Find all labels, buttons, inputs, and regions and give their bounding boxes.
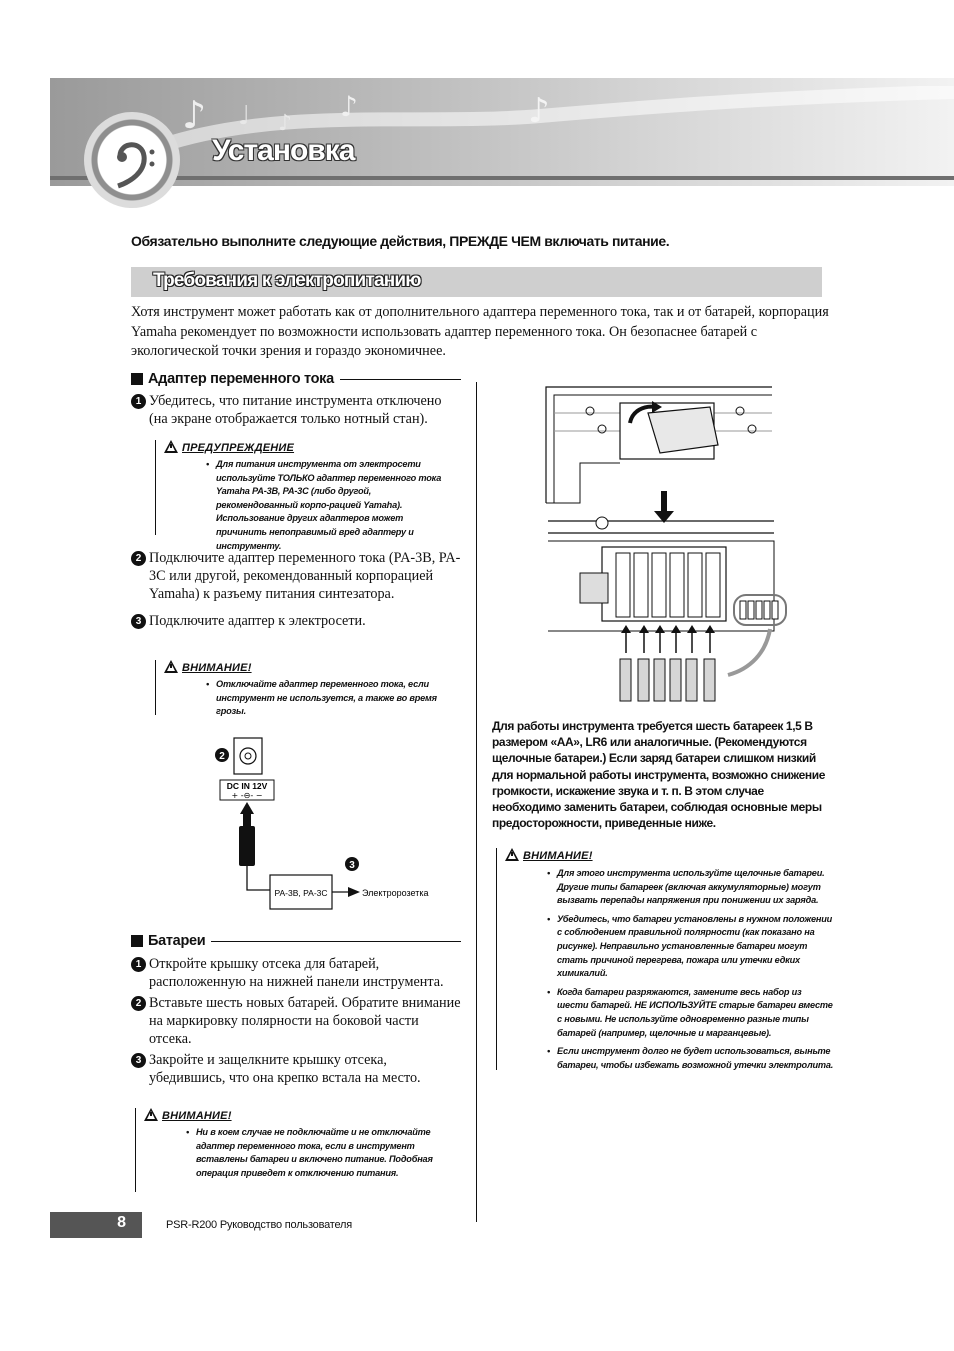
- warning-title: [164, 440, 454, 454]
- warning-icon: [164, 440, 178, 453]
- insert-arrows: [626, 631, 710, 653]
- step-number: 1: [131, 957, 146, 972]
- warning-title-text: ПРЕДУПРЕЖДЕНИЕ: [182, 442, 295, 454]
- intro-notice: Обязательно выполните следующие действия, ПРЕЖДЕ ЧЕМ включать питание.: [131, 233, 670, 249]
- batteries-section: [131, 933, 461, 1087]
- caution-text: • Ни в коем случае не подключайте и не отключайте адаптер переменного тока, если в инструмент вставлены батареи и включено питание. Подобная операция приведет к отключению питания.: [184, 1126, 464, 1180]
- adapter-heading-text: Адаптер переменного тока: [148, 371, 334, 387]
- step-text: Закройте и защелкните крышку отсека, убедившись, что она крепко встала на место.: [149, 1052, 421, 1086]
- step-number: 3: [131, 614, 146, 629]
- batteries-heading: [131, 933, 461, 949]
- footer-text: PSR-R200 Руководство пользователя: [166, 1219, 353, 1231]
- polarity-arrow-icon: [728, 629, 770, 675]
- marker-2-label: 2: [219, 751, 225, 762]
- caution-title-text: ВНИМАНИЕ!: [182, 662, 252, 674]
- step-text: Подключите адаптер переменного тока (PA-3B, PA-3C или другой, рекомендованный корпорацией Yamaha) к разъему питания синтезатора.: [149, 550, 461, 602]
- polarity-label: + -⊖- −: [231, 791, 263, 800]
- adapter-heading: [131, 371, 461, 387]
- adapter-steps-2-3: [131, 549, 461, 630]
- batteries-caution: [135, 1108, 464, 1192]
- step-number: 3: [131, 1053, 146, 1068]
- warning-icon: [164, 660, 178, 673]
- step-text: Подключите адаптер к электросети.: [149, 613, 366, 629]
- column-divider: [476, 382, 477, 1222]
- adapter-section: [131, 371, 461, 428]
- caution-title-text: ВНИМАНИЕ!: [523, 850, 593, 862]
- battery-step-1: [131, 955, 461, 991]
- warning-text: • Для питания инструмента от электросети используйте ТОЛЬКО адаптер переменного тока Yamaha PA-3B, PA-3C (либо другой, рекомендованный корпо-рацией Yamaha). Использование других адаптеров может причинить непоправимый вред адаптеру и инструменту.: [204, 458, 454, 553]
- battery-lid: [648, 407, 718, 453]
- warning-icon: [505, 848, 519, 861]
- battery-requirements: Для работы инструмента требуется шесть батареек 1,5 В размером «AA», LR6 или аналогичные. (Рекомендуются щелочные батареи.) Если заряд батареи слишком низкий для нормальной работы инструмента, возможно снижение громкости, искажение звука и т. п. В этом случае необходимо заменить батареи, соблюдая основные меры предосторожности, приведенные ниже.: [492, 719, 825, 831]
- adapter-label: PA-3B, PA-3C: [274, 888, 328, 898]
- adapter-diagram: [200, 730, 460, 915]
- adapter-warning: [155, 440, 454, 551]
- plug-arrow-icon: [240, 802, 254, 814]
- dc-plug: [239, 826, 255, 866]
- heading-rule: [340, 379, 461, 380]
- adapter-step-3: [131, 612, 461, 630]
- caution-title: [144, 1108, 464, 1122]
- page-title: Установка: [212, 134, 355, 167]
- section-title: Требования к электропитанию: [153, 270, 421, 291]
- caution-text: • Отключайте адаптер переменного тока, если инструмент не используется, а также во время грозы.: [204, 678, 464, 719]
- battery-caution: [496, 848, 835, 1070]
- svg-text:♪: ♪: [182, 93, 207, 137]
- caution-title: [164, 660, 464, 674]
- caution-item: • Убедитесь, что батареи установлены в нужном положении с соблюдением правильной полярности (как показано на рисунке). Неправильно установленные батареи могут стать причиной перегрева, пожара или утечки едких химикалий.: [545, 913, 835, 981]
- caution-item: • Если инструмент долго не будет использоваться, выньте батареи, чтобы избежать возможной утечки электролита.: [545, 1045, 835, 1072]
- caution-item: • Когда батареи разряжаются, замените весь набор из шести батарей. НЕ ИСПОЛЬЗУЙТЕ старые батареи вместе с новыми. Не используйте одновременно разные типы батарей (например, щелочные и марганцевые).: [545, 986, 835, 1040]
- marker-3-label: 3: [349, 860, 355, 871]
- step-text: Вставьте шесть новых батарей. Обратите внимание на маркировку полярности на боковой части отсека.: [149, 995, 461, 1047]
- section-body: Хотя инструмент может работать как от дополнительного адаптера переменного тока, так и от батарей, корпорация Yamaha рекомендует по возможности использовать адаптер переменного тока. Он безопаснее батарей с экологической точки зрения и гораздо экономичнее.: [131, 304, 829, 359]
- header-underline: [50, 176, 954, 180]
- heading-rule: [211, 941, 461, 942]
- page-number: 8: [117, 1214, 126, 1231]
- square-bullet-icon: [131, 373, 143, 385]
- square-bullet-icon: [131, 935, 143, 947]
- dc-in-label: DC IN 12V: [226, 781, 268, 791]
- step-number: 1: [131, 394, 146, 409]
- battery-compartment-diagram: [540, 383, 800, 713]
- step-text: Откройте крышку отсека для батарей, расположенную на нижней панели инструмента.: [149, 956, 444, 990]
- svg-text:♪: ♪: [340, 90, 358, 123]
- outlet-label: Электророзетка: [362, 888, 429, 898]
- adapter-caution: [155, 660, 464, 715]
- battery-step-3: [131, 1051, 461, 1087]
- warning-icon: [144, 1108, 158, 1121]
- svg-text:♪: ♪: [528, 91, 550, 131]
- caution-title-text: ВНИМАНИЕ!: [162, 1110, 232, 1122]
- step-text: Убедитесь, что питание инструмента отключено (на экране отображается только нотный стан).: [149, 393, 442, 427]
- battery-step-2: [131, 994, 461, 1048]
- svg-text:♪: ♪: [278, 111, 293, 136]
- adapter-step-1: [131, 392, 461, 428]
- outlet-arrow-icon: [348, 887, 360, 897]
- aa-batteries: [620, 659, 715, 701]
- svg-text:♩: ♩: [238, 101, 251, 131]
- step-number: 2: [131, 551, 146, 566]
- caution-title: [505, 848, 835, 862]
- bass-clef-logo: [84, 112, 180, 208]
- adapter-cable: [247, 866, 270, 890]
- batteries-heading-text: Батареи: [148, 933, 206, 949]
- caution-item: • Для этого инструмента используйте щелочные батареи. Другие типы батареек (включая аккумуляторные) могут вызвать перепады напряжения при понижении их заряда.: [545, 867, 835, 908]
- step-number: 2: [131, 996, 146, 1011]
- adapter-step-2: [131, 549, 461, 603]
- bass-clef-icon: [84, 112, 180, 208]
- dc-jack-socket: [234, 738, 262, 774]
